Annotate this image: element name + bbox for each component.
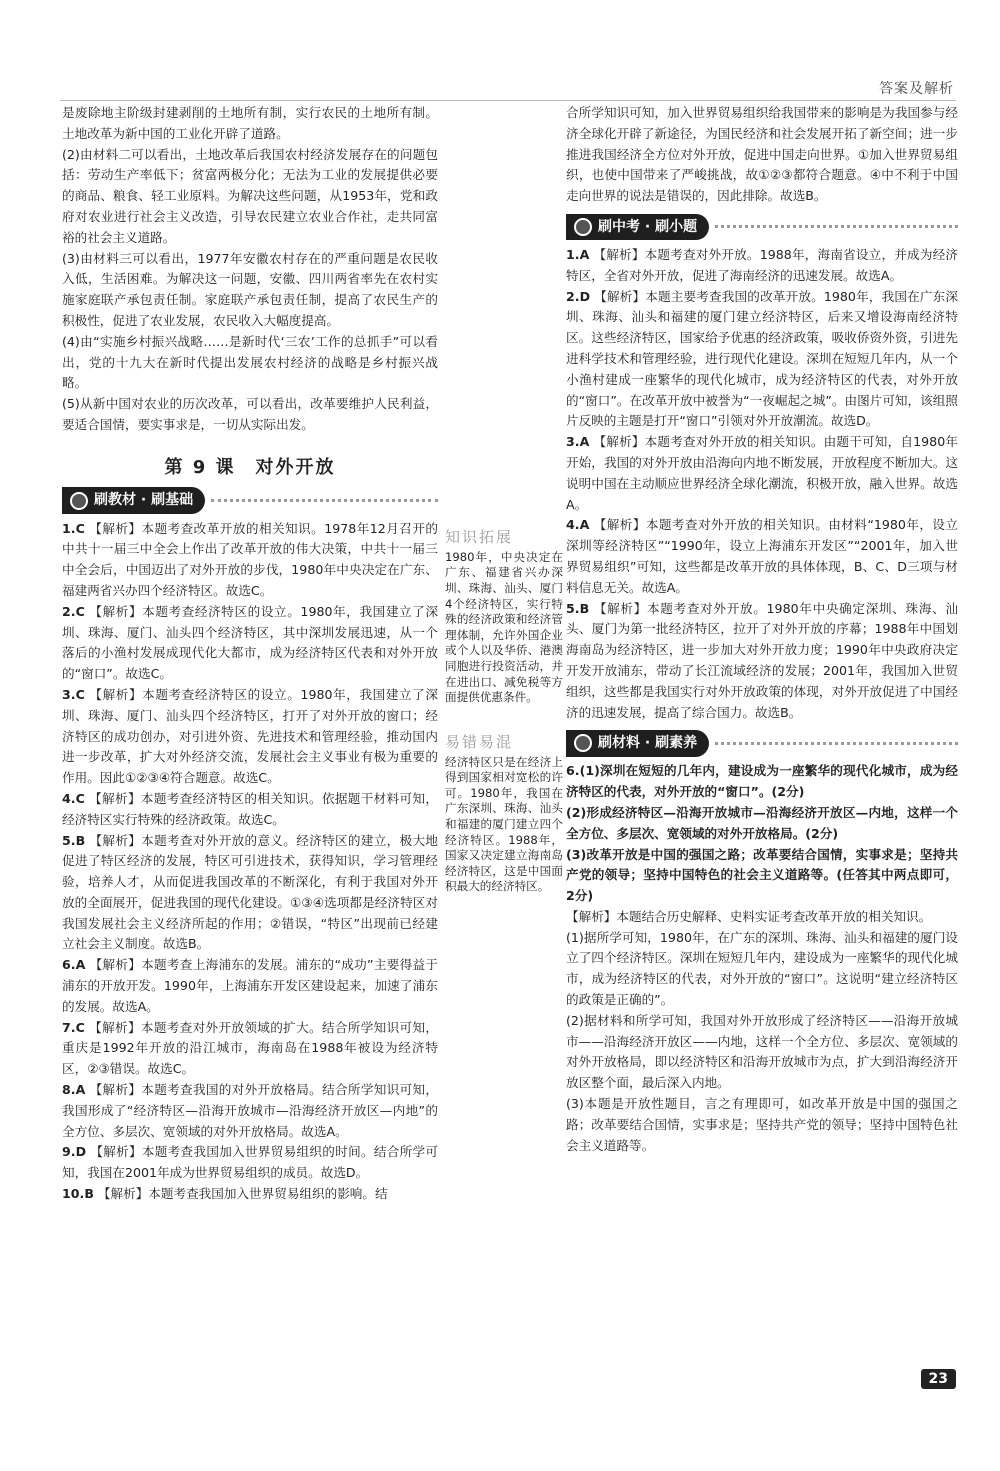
left-intro-p2: (2)由材料二可以看出，土地改革后我国农村经济发展存在的问题包括：劳动生产率低下；贫富两极分化；无法为工业的发展提供必要的商品、粮食、轻工业原料。为解决这些问题，从1953年，党和政府对农业进行社会主义改造，引导农民建立农业合作社，走共同富裕的社会主义道路。: [62, 146, 438, 245]
question-10: 10.B 【解析】本题考查我国加入世界贸易组织的影响。结: [62, 1186, 388, 1202]
question-6: 6.A 【解析】本题考查上海浦东的发展。浦东的“成功”主要得益于浦东的开放开发。1990年，上海浦东开发区建设起来，加速了浦东的发展。故选A。: [62, 957, 438, 1014]
left-column: [62, 103, 438, 1205]
banner-dots: [715, 225, 958, 228]
question-8: 8.A 【解析】本题考查我国的对外开放格局。结合所学知识可知，我国形成了“经济特区—沿海开放城市—沿海经济开放区—内地”的全方位、多层次、宽领域的对外开放格局。故选A。: [62, 1082, 438, 1139]
question-6-analysis-2: (2)据材料和所学可知，我国对外开放形成了经济特区——沿海开放城市——沿海经济开放区——内地，这样一个全方位、多层次、宽领域的对外开放格局，即以经济特区和沿海开放城市为点，扩大到沿海经济开放区整个面，最后深入内地。: [566, 1012, 958, 1091]
left-intro-p1: 是废除地主阶级封建剥削的土地所有制，实行农民的土地所有制。土地改革为新中国的工业化开辟了道路。: [62, 105, 438, 141]
question-7: 7.C 【解析】本题考查对外开放领域的扩大。结合所学知识可知，重庆是1992年开放的沿江城市，海南岛在1988年被设为经济特区，②③错误。故选C。: [62, 1019, 438, 1077]
brush-icon: [70, 492, 88, 510]
brush-icon: [574, 734, 592, 752]
banner-badge: [62, 487, 205, 514]
question-9: 9.D 【解析】本题考查我国加入世界贸易组织的时间。结合所学可知，我国在2001年成为世界贸易组织的成员。故选D。: [62, 1144, 438, 1181]
question-5: 5.B 【解析】本题考查对外开放的意义。经济特区的建立，极大地促进了特区经济的发展，特区可引进技术，获得知识，学习管理经验，培养人才，从而促进我国改革的不断深化，有利于我国对外开放的全面展开，促进我国的现代化建设。①③④选项都是经济特区对我国发展社会主义经济所起的作用；②错误，“特区”出现前已经建立社会主义制度。故选B。: [62, 832, 438, 952]
right-intro: 合所学知识可知，加入世界贸易组织给我国带来的影响是为我国参与经济全球化开辟了新途径，为国民经济和社会发展开拓了新空间；进一步推进我国经济全方位对外开放，促进中国走向世界。①加入世界贸易组织，也使中国带来了严峻挑战，故①②③都符合题意。④中不利于中国走向世界的说法是错误的，因此排除。故选B。: [566, 105, 958, 204]
question-6-answer-2: (2)形成经济特区—沿海开放城市—沿海经济开放区—内地，这样一个全方位、多层次、宽领域的对外开放格局。(2分): [566, 804, 958, 841]
exam-question-2: 2.D 【解析】本题主要考查我国的改革开放。1980年，我国在广东深圳、珠海、汕头和福建的厦门建立经济特区，后来又增设海南经济特区。这些经济特区，国家给予优惠的经济政策，吸收侨资外资，引进先进科学技术和管理经验，进行现代化建设。深圳在短短几年内，从一个小渔村建成一座繁华的现代化城市，成为经济特区的代表，对外开放的“窗口”。在改革开放中被誉为“一夜崛起之城”。由图片可知，该组照片反映的主题是打开“窗口”引领对外开放潮流。故选D。: [566, 288, 958, 429]
left-intro-p4: (4)由“实施乡村振兴战略……是新时代‘三农’工作的总抓手”可以看出，党的十九大在新时代提出发展农村经济的战略是乡村振兴战略。: [62, 333, 438, 391]
banner-material: [566, 729, 958, 757]
question-2: 2.C 【解析】本题考查经济特区的设立。1980年，我国建立了深圳、珠海、厦门、汕头四个经济特区，其中深圳发展迅速，从一个落后的小渔村发展成现代化大都市，成为经济特区代表和对外开放的“窗口”。故选C。: [62, 603, 438, 682]
question-6-analysis-intro: 【解析】本题结合历史解释、史料实证考查改革开放的相关知识。: [566, 908, 932, 924]
left-intro-p5: (5)从新中国对农业的历次改革，可以看出，改革要维护人民利益，要适合国情，要实事求是，一切从实际出发。: [62, 396, 438, 432]
knowledge-extension-text: 1980年，中央决定在广东、福建省兴办深圳、珠海、汕头、厦门4个经济特区，实行特殊的经济政策和经济管理体制，允许外国企业或个人以及华侨、港澳同胞进行投资活动，并在进出口、减免税等方面提供优惠条件。: [445, 549, 563, 705]
brush-icon: [574, 218, 592, 236]
question-6-analysis-3: (3)本题是开放性题目，言之有理即可，如改革开放是中国的强国之路；改革要结合国情，实事求是；坚持共产党的领导；坚持中国特色社会主义道路等。: [566, 1096, 958, 1153]
knowledge-extension-box: [445, 527, 563, 706]
common-mistakes-box: [445, 732, 563, 895]
banner-textbook: [62, 487, 438, 515]
banner-text: 刷中考 · 刷小题: [598, 218, 698, 235]
exam-question-5: 5.B 【解析】本题考查对外开放。1980年中央确定深圳、珠海、汕头、厦门为第一批经济特区，拉开了对外开放的序幕；1988年中国划海南岛为经济特区，进一步加大对外开放力度；1990年中央政府决定开发开放浦东，带动了长江流域经济的发展；2001年，我国加入世贸组织，这些都是我国实行对外开放政策的体现，对外开放促进了中国经济的迅速发展，提高了综合国力。故选B。: [566, 600, 958, 720]
header-rule: [60, 100, 956, 101]
exam-question-1: 1.A 【解析】本题考查对外开放。1988年，海南省设立，并成为经济特区，全省对外开放，促进了海南经济的迅速发展。故选A。: [566, 246, 958, 283]
right-column: [566, 103, 958, 1156]
exam-question-3: 3.A 【解析】本题考查对外开放的相关知识。由题干可知，自1980年开始，我国的对外开放由沿海向内地不断发展，开放程度不断加大。这说明中国在主动顺应世界经济全球化潮流，积极开放，融入世界。故选A。: [566, 434, 958, 512]
question-6-answer-3: (3)改革开放是中国的强国之路；改革要结合国情，实事求是；坚持共产党的领导；坚持中国特色的社会主义道路等。(任答其中两点即可，2分): [566, 846, 958, 904]
banner-dots: [211, 499, 438, 502]
exam-question-4: 4.A 【解析】本题考查对外开放的相关知识。由材料“1980年，设立深圳等经济特区”“1990年，设立上海浦东开发区”“2001年，加入世界贸易组织”可知，这些都是改革开放的具体体现，B、C、D三项与材料信息无关。故选A。: [566, 517, 958, 595]
common-mistakes-title: 易错易混: [445, 732, 514, 751]
banner-text: 刷材料 · 刷素养: [598, 734, 698, 751]
banner-badge: [566, 730, 709, 757]
header-label: 答案及解析: [879, 81, 954, 97]
banner-dots: [715, 742, 958, 745]
question-3: 3.C 【解析】本题考查经济特区的设立。1980年，我国建立了深圳、珠海、厦门、汕头四个经济特区，打开了对外开放的窗口；经济特区的成功创办，对引进外资、先进技术和管理经验，推动国内进一步改革，扩大对外经济交流，发展社会主义事业有极为重要的作用。因此①②③④符合题意。故选C。: [62, 686, 438, 786]
banner-exam: [566, 213, 958, 241]
side-notes: [445, 527, 563, 921]
question-6-analysis-1: (1)据所学可知，1980年，在广东的深圳、珠海、汕头和福建的厦门设立了四个经济特区。深圳在短短几年内，建设成为一座繁华的现代化城市，成为经济特区的代表，对外开放的“窗口”。这说明“建立经济特区的政策是正确的”。: [566, 929, 958, 1008]
common-mistakes-text: 经济特区只是在经济上得到国家相对宽松的许可。1980年，我国在广东深圳、珠海、汕头和福建的厦门建立四个经济特区。1988年，国家又决定建立海南岛经济特区，这是中国面积最大的经济特区。: [445, 754, 563, 894]
question-1: 1.C 【解析】本题考查改革开放的相关知识。1978年12月召开的中共十一届三中全会上作出了改革开放的伟大决策，中共十一届三中全会后，中国迈出了对外开放的步伐，1980年中央决定在广东、福建两省兴办四个经济特区。故选C。: [62, 520, 438, 598]
banner-badge: [566, 214, 709, 241]
lesson-title: 第 9 课 对外开放: [164, 456, 336, 478]
knowledge-extension-title: 知识拓展: [445, 528, 514, 546]
question-4: 4.C 【解析】本题考查经济特区的相关知识。依据题干材料可知，经济特区实行特殊的经济政策。故选C。: [62, 790, 438, 827]
left-intro-p3: (3)由材料三可以看出，1977年安徽农村存在的严重问题是农民收入低，生活困难。为解决这一问题，安徽、四川两省率先在农村实施家庭联产承包责任制。家庭联产承包责任制，提高了农民生产的积极性，促进了农业发展，农民收入大幅度提高。: [62, 250, 438, 328]
question-6-answer-1: 6.(1)深圳在短短的几年内，建设成为一座繁华的现代化城市，成为经济特区的代表，对外开放的“窗口”。(2分): [566, 763, 958, 800]
banner-text: 刷教材 · 刷基础: [94, 492, 194, 509]
page-number: 23: [921, 1369, 956, 1389]
